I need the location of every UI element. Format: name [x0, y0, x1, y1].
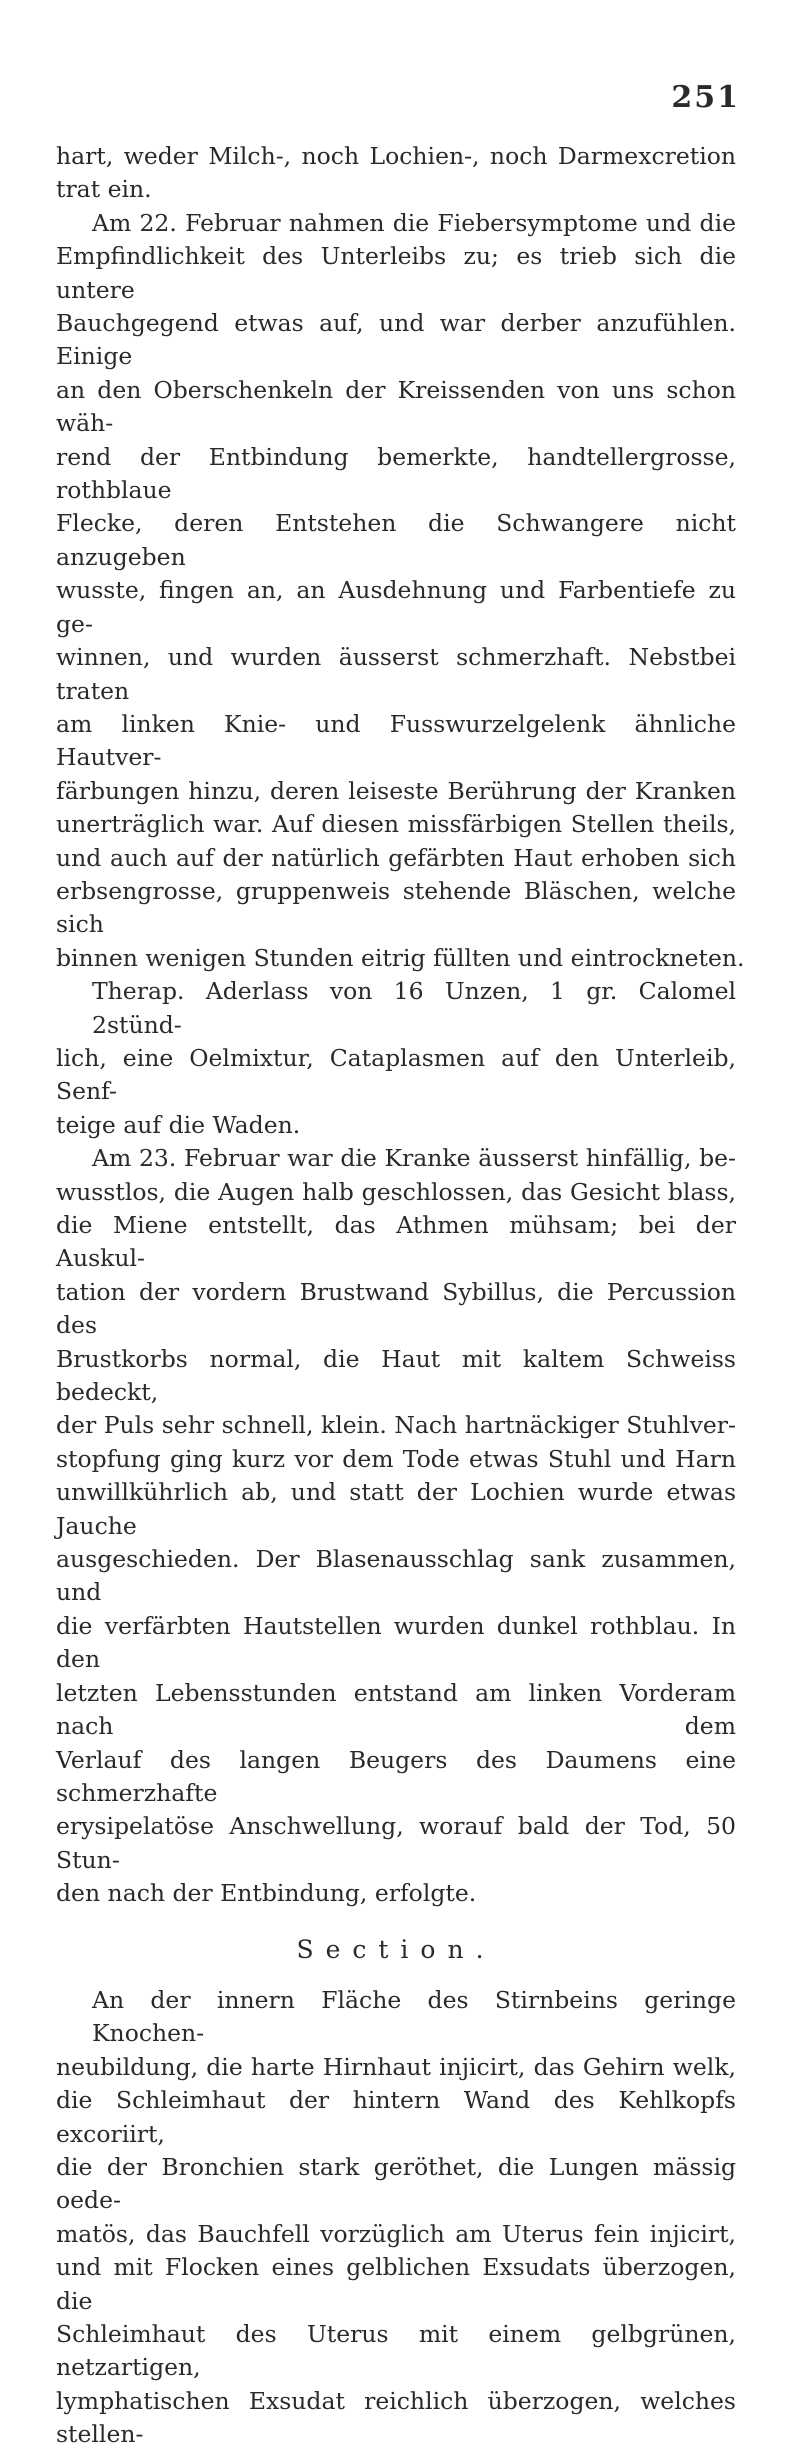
text-line: Empfindlichkeit des Unterleibs zu; es trieb sich die untere	[56, 242, 736, 304]
section-heading: Section.	[296, 1934, 496, 1964]
case-report-text	[56, 140, 745, 1911]
text-line: Brustkorbs normal, die Haut mit kaltem Schweiss bedeckt,	[56, 1344, 736, 1407]
text-line: winnen, und wurden äusserst schmerzhaft. Nebstbei traten	[56, 643, 736, 705]
text-line: Verlauf des langen Beugers des Daumens eine schmerzhafte	[56, 1745, 736, 1807]
text-line: trat ein.	[56, 175, 152, 204]
text-line: lymphatischen Exsudat reichlich überzogen, welches stellen-	[56, 2386, 736, 2449]
page-number: 251	[671, 80, 740, 115]
text-line: und mit Flocken eines gelblichen Exsudats überzogen, die	[56, 2253, 736, 2315]
text-line: matös, das Bauchfell vorzüglich am Uterus fein injicirt,	[56, 2219, 736, 2248]
text-line: die verfärbten Hautstellen wurden dunkel rothblau. In den	[56, 1611, 736, 1674]
text-line: lich, eine Oelmixtur, Cataplasmen auf den Unterleib, Senf-	[56, 1043, 736, 1106]
text-line: erbsengrosse, gruppenweis stehende Bläschen, welche sich	[56, 876, 736, 939]
text-line: färbungen hinzu, deren leiseste Berührung der Kranken	[56, 776, 736, 805]
text-line: der Puls sehr schnell, klein. Nach hartnäckiger Stuhlver-	[56, 1411, 736, 1440]
text-line: die der Bronchien stark geröthet, die Lungen mässig oede-	[56, 2152, 736, 2215]
text-line: Bauchgegend etwas auf, und war derber anzufühlen. Einige	[56, 309, 736, 371]
text-line: letzten Lebensstunden entstand am linken Vorderam nach dem	[56, 1678, 736, 1741]
text-line: Am 23. Februar war die Kranke äusserst hinfällig, be-	[92, 1144, 736, 1173]
text-line: wusste, fingen an, an Ausdehnung und Farbentiefe zu ge-	[56, 576, 736, 638]
text-line: die Miene entstellt, das Athmen mühsam; bei der Auskul-	[56, 1211, 736, 1273]
text-line: wusstlos, die Augen halb geschlossen, das Gesicht blass,	[56, 1177, 736, 1206]
text-line: Flecke, deren Entstehen die Schwangere nicht anzugeben	[56, 509, 736, 571]
text-line: tation der vordern Brustwand Sybillus, die Percussion des	[56, 1277, 736, 1340]
text-line: den nach der Entbindung, erfolgte.	[56, 1879, 477, 1908]
text-line: teige auf die Waden.	[56, 1110, 301, 1139]
text-line: Schleimhaut des Uterus mit einem gelbgrünen, netzartigen,	[56, 2320, 736, 2382]
text-line: Am 22. Februar nahmen die Fiebersymptome und die	[92, 208, 736, 237]
text-line: erysipelatöse Anschwellung, worauf bald der Tod, 50 Stun-	[56, 1812, 736, 1874]
section-text	[56, 1984, 736, 2452]
text-line: binnen wenigen Stunden eitrig füllten und eintrockneten.	[56, 943, 745, 972]
text-line: rend der Entbindung bemerkte, handtellergrosse, rothblaue	[56, 442, 736, 505]
text-line: ausgeschieden. Der Blasenausschlag sank zusammen, und	[56, 1545, 736, 1607]
text-line: und auch auf der natürlich gefärbten Haut erhoben sich	[56, 843, 736, 872]
text-line: an den Oberschenkeln der Kreissenden von uns schon wäh-	[56, 375, 736, 438]
text-line: Therap. Aderlass von 16 Unzen, 1 gr. Calomel 2stünd-	[92, 977, 736, 1039]
text-line: An der innern Fläche des Stirnbeins geringe Knochen-	[92, 1985, 736, 2048]
text-line: die Schleimhaut der hintern Wand des Kehlkopfs excoriirt,	[56, 2086, 736, 2148]
body-text	[56, 140, 745, 2452]
text-line: unwillkührlich ab, und statt der Lochien wurde etwas Jauche	[56, 1478, 736, 1540]
text-line: am linken Knie- und Fusswurzelgelenk ähnliche Hautver-	[56, 709, 736, 772]
text-line: stopfung ging kurz vor dem Tode etwas Stuhl und Harn	[56, 1444, 736, 1473]
text-line: hart, weder Milch-, noch Lochien-, noch Darmexcretion	[56, 142, 736, 170]
text-line: unerträglich war. Auf diesen missfärbigen Stellen theils,	[56, 810, 736, 839]
text-line: neubildung, die harte Hirnhaut injicirt, das Gehirn welk,	[56, 2052, 736, 2081]
